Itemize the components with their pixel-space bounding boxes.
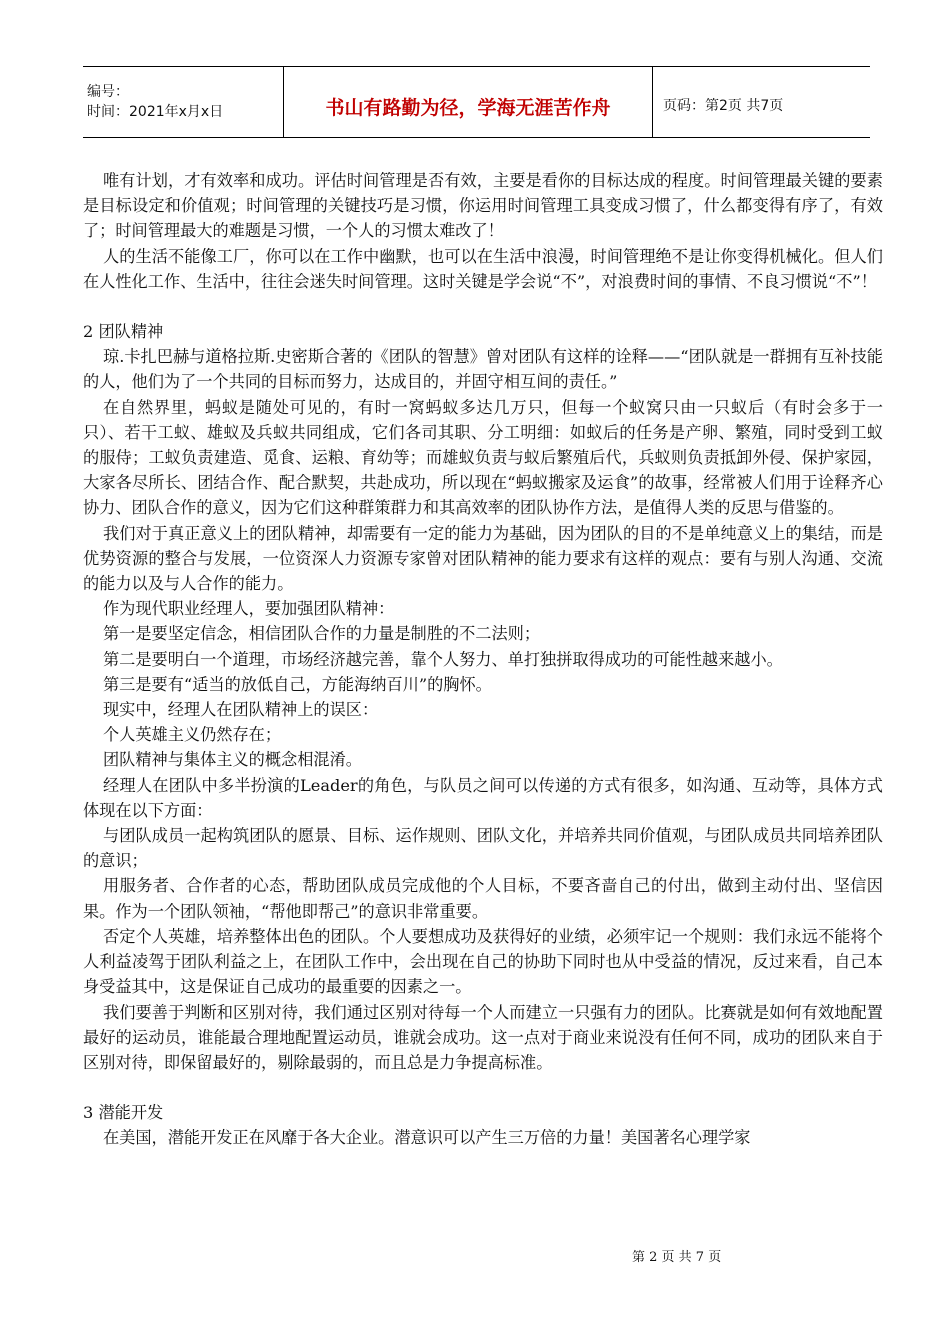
paragraph: 个人英雄主义仍然存在； bbox=[103, 725, 282, 745]
paragraph: 与团队成员一起构筑团队的愿景、目标、运作规则、团队文化，并培养共同价值观，与团队成员共同培养团队的意识； bbox=[83, 826, 883, 871]
number-label: 编号： bbox=[87, 84, 129, 100]
paragraph: 我们要善于判断和区别对待，我们通过区别对待每一个人而建立一只强有力的团队。比赛就是如何有效地配置最好的运动员，谁能最合理地配置运动员，谁就会成功。这一点对于商业来说没有任何不同，成功的团队来自于区别对待，即保留最好的，剔除最弱的，而且总是力争提高标准。 bbox=[83, 1002, 883, 1072]
header-meta bbox=[83, 67, 283, 137]
paragraph: 作为现代职业经理人，要加强团队精神： bbox=[103, 599, 395, 619]
motto: 书山有路勤为径，学海无涯苦作舟 bbox=[325, 96, 611, 119]
paragraph: 现实中，经理人在团队精神上的误区： bbox=[103, 700, 379, 720]
paragraph: 我们对于真正意义上的团队精神，却需要有一定的能力为基础，因为团队的目的不是单纯意义上的集结，而是优势资源的整合与发展，一位资深人力资源专家曾对团队精神的能力要求有这样的观点：要有与别人沟通、交流的能力以及与人合作的能力。 bbox=[83, 523, 883, 594]
page-footer: 第 2 页 共 7 页 bbox=[632, 1250, 722, 1265]
page-header bbox=[83, 66, 870, 138]
paragraph: 经理人在团队中多半扮演的Leader的角色，与队员之间可以传递的方式有很多，如沟通、互动等，具体方式体现在以下方面： bbox=[83, 775, 883, 820]
paragraph: 第二是要明白一个道理，市场经济越完善，靠个人努力、单打独拼取得成功的可能性越来越小。 bbox=[103, 649, 783, 669]
page-label: 页码：第2页 共7页 bbox=[663, 98, 784, 114]
paragraph: 否定个人英雄，培养整体出色的团队。个人要想成功及获得好的业绩，必须牢记一个规则：我们永远不能将个人利益凌驾于团队利益之上，在团队工作中，会出现在自己的协助下同时也从中受益的情况，反过来看，自己本身受益其中，这是保证自己成功的最重要的因素之一。 bbox=[83, 926, 883, 997]
header-motto-cell bbox=[283, 67, 653, 137]
section-heading: 2 团队精神 bbox=[83, 322, 164, 342]
header-page-cell bbox=[653, 67, 870, 137]
paragraph: 第三是要有“适当的放低自己，方能海纳百川”的胸怀。 bbox=[103, 674, 492, 694]
section-heading: 3 潜能开发 bbox=[83, 1103, 164, 1123]
paragraph: 琼.卡扎巴赫与道格拉斯.史密斯合著的《团队的智慧》曾对团队有这样的诠释——“团队就是一群拥有互补技能的人，他们为了一个共同的目标而努力，达成目的，并固守相互间的责任。” bbox=[83, 347, 883, 392]
paragraph: 人的生活不能像工厂，你可以在工作中幽默，也可以在生活中浪漫，时间管理绝不是让你变得机械化。但人们在人性化工作、生活中，往往会迷失时间管理。这时关键是学会说“不”，对浪费时间的事情、不良习惯说“不”！ bbox=[83, 246, 883, 291]
paragraph: 唯有计划，才有效率和成功。评估时间管理是否有效，主要是看你的目标达成的程度。时间管理最关键的要素是目标设定和价值观；时间管理的关键技巧是习惯，你运用时间管理工具变成习惯了，什么都变得有序了，有效了；时间管理最大的难题是习惯，一个人的习惯太难改了！ bbox=[83, 171, 883, 241]
paragraph: 第一是要坚定信念，相信团队合作的力量是制胜的不二法则； bbox=[103, 624, 541, 644]
paragraph: 团队精神与集体主义的概念相混淆。 bbox=[103, 750, 362, 770]
paragraph: 在美国，潜能开发正在风靡于各大企业。潜意识可以产生三万倍的力量！美国著名心理学家 bbox=[103, 1128, 751, 1148]
document-body bbox=[83, 168, 883, 1151]
paragraph: 用服务者、合作者的心态，帮助团队成员完成他的个人目标，不要吝啬自己的付出，做到主动付出、坚信因果。作为一个团队领袖，“帮他即帮己”的意识非常重要。 bbox=[83, 876, 883, 921]
time-label: 时间：2021年x月x日 bbox=[87, 104, 224, 120]
paragraph: 在自然界里，蚂蚁是随处可见的，有时一窝蚂蚁多达几万只，但每一个蚁窝只由一只蚁后（有时会多于一只）、若干工蚁、雄蚁及兵蚁共同组成，它们各司其职、分工明细：如蚁后的任务是产卵、繁殖，同时受到工蚁的服侍；工蚁负责建造、觅食、运粮、育幼等；而雄蚁负责与蚁后繁殖后代，兵蚁则负责抵卸外侵、保护家园，大家各尽所长、团结合作、配合默契，共赴成功，所以现在“蚂蚁搬家及运食”的故事，经常被人们用于诠释齐心协力、团队合作的意义，因为它们这种群策群力和其高效率的团队协作方法，是值得人类的反思与借鉴的。 bbox=[83, 397, 883, 518]
